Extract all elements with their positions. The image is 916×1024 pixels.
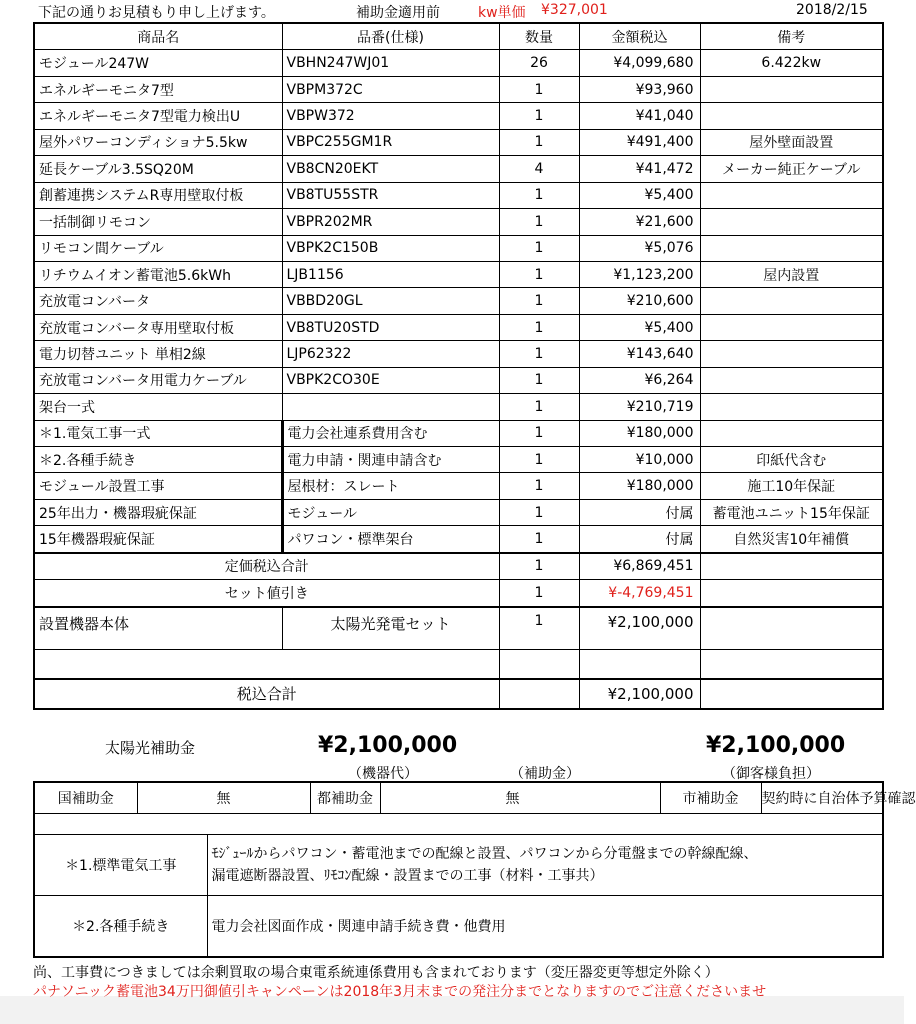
cell-note <box>700 314 883 340</box>
city-subsidy-value: 契約時に自治体予算確認 <box>761 782 883 814</box>
cell-qty: 1 <box>499 526 579 553</box>
cell-note <box>700 394 883 420</box>
list-total-label: 定価税込合計 <box>34 553 499 580</box>
city-subsidy-label: 市補助金 <box>660 782 761 814</box>
cell-model: VBPM372C <box>282 76 499 102</box>
discount-row <box>34 580 883 607</box>
national-subsidy-value: 無 <box>137 782 310 814</box>
cell-note <box>700 182 883 208</box>
cell-note <box>700 103 883 129</box>
cell-name: 一括制御リモコン <box>34 209 282 235</box>
cell-price: ¥4,099,680 <box>579 50 700 76</box>
cell-qty: 1 <box>499 182 579 208</box>
cell-qty: 1 <box>499 394 579 420</box>
cell-model: VB8TU20STD <box>282 314 499 340</box>
cell-name: 創蓄連携システムR専用壁取付板 <box>34 182 282 208</box>
cell-price: ¥180,000 <box>579 473 700 499</box>
cell-model: VB8CN20EKT <box>282 156 499 182</box>
cell-model: LJB1156 <box>282 261 499 287</box>
cell-model: 電力会社連系費用含む <box>282 420 499 446</box>
metro-subsidy-label: 都補助金 <box>310 782 380 814</box>
note-row-procedures <box>34 896 883 958</box>
cell-model: VBPW372 <box>282 103 499 129</box>
cell-qty: 1 <box>499 129 579 155</box>
cell-qty: 1 <box>499 367 579 393</box>
cell-price: ¥21,600 <box>579 209 700 235</box>
cell-price: ¥93,960 <box>579 76 700 102</box>
table-row <box>34 420 883 446</box>
cell-name: 充放電コンバータ用電力ケーブル <box>34 367 282 393</box>
cell-price: ¥5,400 <box>579 314 700 340</box>
cell-model: 屋根材：スレート <box>282 473 499 499</box>
cell-model: VBPR202MR <box>282 209 499 235</box>
header-product: 商品名 <box>34 23 282 50</box>
cell-model: VBBD20GL <box>282 288 499 314</box>
table-row <box>34 209 883 235</box>
cell-note: 印紙代含む <box>700 447 883 473</box>
table-row <box>34 526 883 553</box>
tax-total-label: 税込合計 <box>34 679 499 709</box>
cell-name: リチウムイオン蓄電池5.6kWh <box>34 261 282 287</box>
header-note: 備考 <box>700 23 883 50</box>
cell-qty: 1 <box>499 473 579 499</box>
cell-qty: 1 <box>499 499 579 525</box>
cell-price: ¥5,400 <box>579 182 700 208</box>
table-row <box>34 50 883 76</box>
cell-qty: 1 <box>499 288 579 314</box>
spacer-row <box>34 814 883 835</box>
cell-qty: 1 <box>499 314 579 340</box>
cell-price: ¥180,000 <box>579 420 700 446</box>
cell-note: 蓄電池ユニット15年保証 <box>700 499 883 525</box>
cell-name: 屋外パワーコンディショナ5.5kw <box>34 129 282 155</box>
cell-model: VBPK2C150B <box>282 235 499 261</box>
cell-qty: 1 <box>499 235 579 261</box>
cell-name: ＊2.各種手続き <box>34 447 282 473</box>
table-row <box>34 314 883 340</box>
table-row <box>34 76 883 102</box>
subsidy-row <box>34 782 883 814</box>
table-row <box>34 341 883 367</box>
cell-qty: 1 <box>499 261 579 287</box>
cell-note <box>700 367 883 393</box>
cell-model: VBPK2CO30E <box>282 367 499 393</box>
cell-price: ¥1,123,200 <box>579 261 700 287</box>
note-procedures-text: 電力会社図面作成・関連申請手続き費・他費用 <box>207 896 883 958</box>
cell-price: ¥210,600 <box>579 288 700 314</box>
list-total-price: ¥6,869,451 <box>579 553 700 580</box>
cell-note <box>700 420 883 446</box>
cell-name: エネルギーモニタ7型 <box>34 76 282 102</box>
equipment-cost-label: （機器代） <box>348 766 418 782</box>
greeting-text: 下記の通りお見積もり申し上げます。 <box>38 5 275 21</box>
table-row <box>34 156 883 182</box>
cell-qty: 1 <box>499 341 579 367</box>
cell-price: ¥10,000 <box>579 447 700 473</box>
equipment-row <box>34 607 883 650</box>
customer-cost-label: （御客様負担） <box>722 766 820 782</box>
equipment-note <box>700 607 883 650</box>
table-row <box>34 394 883 420</box>
cell-qty: 26 <box>499 50 579 76</box>
cell-note: 施工10年保証 <box>700 473 883 499</box>
subsidy-notes-table <box>33 781 916 958</box>
table-row <box>34 261 883 287</box>
table-row <box>34 499 883 525</box>
discount-price: ¥-4,769,451 <box>579 580 700 607</box>
cell-name: 15年機器瑕疵保証 <box>34 526 282 553</box>
table-row <box>34 182 883 208</box>
subsidy-before-label: 補助金適用前 <box>356 5 440 21</box>
cell-qty: 1 <box>499 209 579 235</box>
cell-price: ¥41,472 <box>579 156 700 182</box>
cell-price: ¥5,076 <box>579 235 700 261</box>
cell-name: リモコン間ケーブル <box>34 235 282 261</box>
kw-unit-label: kw単価 <box>478 5 526 21</box>
list-total-note <box>700 553 883 580</box>
cell-name: モジュール設置工事 <box>34 473 282 499</box>
table-row <box>34 129 883 155</box>
cell-price: ¥210,719 <box>579 394 700 420</box>
cell-model: VBPC255GM1R <box>282 129 499 155</box>
table-row <box>34 447 883 473</box>
cell-name: ＊1.電気工事一式 <box>34 420 282 446</box>
equipment-set-name: 太陽光発電セット <box>282 607 499 650</box>
subsidy-label: （補助金） <box>510 766 580 782</box>
tax-total-price: ¥2,100,000 <box>579 679 700 709</box>
table-row <box>34 235 883 261</box>
cell-qty: 1 <box>499 420 579 446</box>
cell-note <box>700 209 883 235</box>
customer-cost: ¥2,100,000 <box>706 733 846 758</box>
estimate-table <box>33 22 884 710</box>
table-header-row <box>34 23 883 50</box>
cell-note: 自然災害10年補償 <box>700 526 883 553</box>
note-electrical-text: ﾓｼﾞｭｰﾙからパワコン・蓄電池までの配線と設置、パワコンから分電盤までの幹線配線、 漏電遮断器設置、ﾘﾓｺﾝ配線・設置までの工事（材料・工事共） <box>207 835 883 896</box>
equipment-label: 設置機器本体 <box>34 607 282 650</box>
note-electrical-label: ＊1.標準電気工事 <box>34 835 207 896</box>
cell-model: VBHN247WJ01 <box>282 50 499 76</box>
cell-note <box>700 76 883 102</box>
campaign-note: パナソニック蓄電池34万円御値引キャンペーンは2018年3月末までの発注分までとなりますのでご注意くださいませ <box>33 984 767 1000</box>
cell-model: 電力申請・関連申請含む <box>282 447 499 473</box>
subsidy-title: 太陽光補助金 <box>105 739 196 757</box>
cell-price: 付属 <box>579 526 700 553</box>
cell-name: 充放電コンバータ <box>34 288 282 314</box>
cell-qty: 4 <box>499 156 579 182</box>
table-row <box>34 288 883 314</box>
cell-price: 付属 <box>579 499 700 525</box>
cell-price: ¥6,264 <box>579 367 700 393</box>
cell-price: ¥491,400 <box>579 129 700 155</box>
cell-note: 屋外壁面設置 <box>700 129 883 155</box>
kw-unit-price: ¥327,001 <box>541 2 608 18</box>
cell-qty: 1 <box>499 447 579 473</box>
cell-name: 架台一式 <box>34 394 282 420</box>
cell-model: LJP62322 <box>282 341 499 367</box>
discount-label: セット値引き <box>34 580 499 607</box>
tax-total-row <box>34 679 883 709</box>
cell-model: モジュール <box>282 499 499 525</box>
equipment-price: ¥2,100,000 <box>579 607 700 650</box>
cell-name: 電力切替ユニット 単相2線 <box>34 341 282 367</box>
table-row <box>34 473 883 499</box>
cell-note: メーカー純正ケーブル <box>700 156 883 182</box>
cell-name: 延長ケーブル3.5SQ20M <box>34 156 282 182</box>
discount-note <box>700 580 883 607</box>
cell-name: 充放電コンバータ専用壁取付板 <box>34 314 282 340</box>
note-procedures-label: ＊2.各種手続き <box>34 896 207 958</box>
cell-price: ¥41,040 <box>579 103 700 129</box>
list-total-row <box>34 553 883 580</box>
quote-date: 2018/2/15 <box>796 2 868 18</box>
cell-qty: 1 <box>499 76 579 102</box>
cell-model: パワコン・標準架台 <box>282 526 499 553</box>
header-model: 品番(仕様) <box>282 23 499 50</box>
equipment-qty: 1 <box>499 607 579 650</box>
discount-qty: 1 <box>499 580 579 607</box>
empty-row <box>34 649 883 679</box>
metro-subsidy-value: 無 <box>380 782 660 814</box>
cell-name: エネルギーモニタ7型電力検出U <box>34 103 282 129</box>
header-quantity: 数量 <box>499 23 579 50</box>
cell-name: 25年出力・機器瑕疵保証 <box>34 499 282 525</box>
cell-model <box>282 394 499 420</box>
cell-name: モジュール247W <box>34 50 282 76</box>
cell-price: ¥143,640 <box>579 341 700 367</box>
national-subsidy-label: 国補助金 <box>34 782 137 814</box>
note-row-electrical <box>34 835 883 896</box>
cell-model: VB8TU55STR <box>282 182 499 208</box>
list-total-qty: 1 <box>499 553 579 580</box>
cell-note <box>700 288 883 314</box>
cell-note <box>700 341 883 367</box>
cell-qty: 1 <box>499 103 579 129</box>
table-row <box>34 103 883 129</box>
equipment-cost: ¥2,100,000 <box>318 733 458 758</box>
table-row <box>34 367 883 393</box>
cell-note <box>700 235 883 261</box>
header-price: 金額税込 <box>579 23 700 50</box>
footer-note: 尚、工事費につきましては余剰買取の場合東電系統連係費用も含まれております（変圧器変更等想定外除く） <box>33 965 719 981</box>
cell-note: 屋内設置 <box>700 261 883 287</box>
cell-note: 6.422kw <box>700 50 883 76</box>
